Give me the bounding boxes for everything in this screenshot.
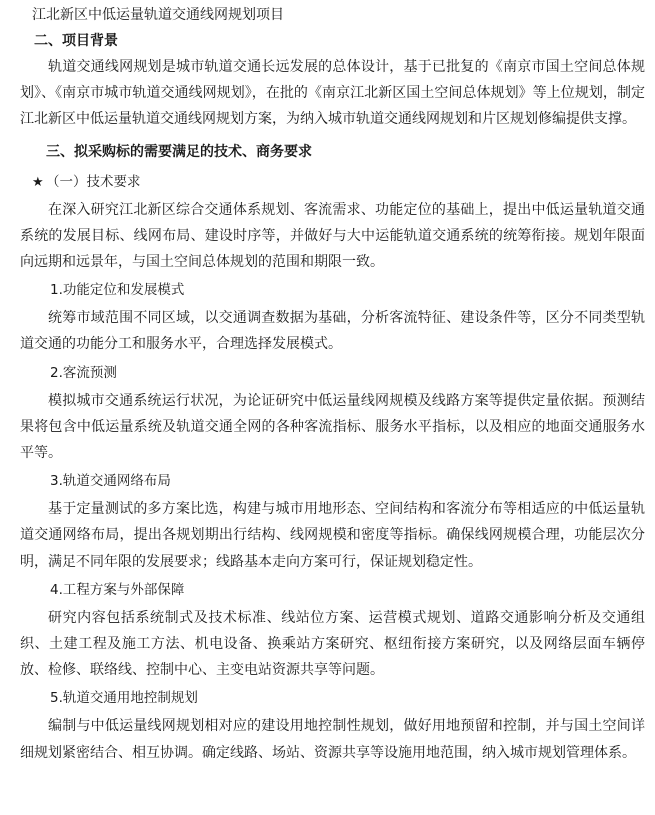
star-icon: ★	[32, 174, 44, 190]
item-title-function: 1.功能定位和发展模式	[50, 282, 185, 299]
item-title-network-layout: 3.轨道交通网络布局	[50, 473, 171, 490]
subsection-technical-requirements	[20, 167, 645, 197]
section-heading-background: 二、项目背景	[34, 33, 118, 49]
item-title-engineering: 4.工程方案与外部保障	[50, 581, 185, 598]
item-text-engineering: 研究内容包括系统制式及技术标准、线站位方案、运营模式规划、道路交通影响分析及交通组织、土建工程及施工方法、机电设备、换乘站方案研究、枢纽衔接方案研究，以及网络层面车辆停放、检修、联络线、控制中心、主变电站资源共享等问题。	[20, 609, 645, 679]
item-text-function: 统筹市域范围不同区域，以交通调查数据为基础，分析客流特征、建设条件等，区分不同类型轨道交通的功能分工和服务水平，合理选择发展模式。	[20, 310, 645, 353]
subsection-label: （一）技术要求	[46, 173, 141, 190]
item-title-passenger-flow: 2.客流预测	[50, 364, 117, 381]
item-text-land-control: 编制与中低运量线网规划相对应的建设用地控制性规划，做好用地预留和控制，并与国土空间详细规划紧密结合、相互协调。确定线路、场站、资源共享等设施用地范围，纳入城市规划管理体系。	[20, 718, 645, 761]
technical-intro-paragraph: 在深入研究江北新区综合交通体系规划、客流需求、功能定位的基础上，提出中低运量轨道交通系统的发展目标、线网布局、建设时序等，并做好与大中运能轨道交通系统的统筹衔接。规划年限面向远期和远景年，与国土空间总体规划的范围和期限一致。	[20, 201, 645, 271]
background-paragraph: 轨道交通线网规划是城市轨道交通长远发展的总体设计，基于已批复的《南京市国土空间总体规划》、《南京市城市轨道交通线网规划》，在批的《南京江北新区国土空间总体规划》等上位规划，制定江北新区中低运量轨道交通线网规划方案，为纳入城市轨道交通线网规划和片区规划修编提供支撑。	[20, 59, 645, 128]
item-title-land-control: 5.轨道交通用地控制规划	[50, 690, 198, 707]
item-text-network-layout: 基于定量测试的多方案比选，构建与城市用地形态、空间结构和客流分布等相适应的中低运量轨道交通网络布局，提出各规划期出行结构、线网规模和密度等指标。确保线网规模合理，功能层次分明，满足不同年限的发展要求；线路基本走向方案可行，保证规划稳定性。	[20, 501, 645, 570]
document-title: 江北新区中低运量轨道交通线网规划项目	[32, 7, 284, 23]
item-text-passenger-flow: 模拟城市交通系统运行状况，为论证研究中低运量线网规模及线路方案等提供定量依据。预测结果将包含中低运量系统及轨道交通全网的各种客流指标、服务水平指标，以及相应的地面交通服务水平等。	[20, 392, 645, 462]
section-heading-requirements: 三、拟采购标的需要满足的技术、商务要求	[46, 143, 312, 160]
